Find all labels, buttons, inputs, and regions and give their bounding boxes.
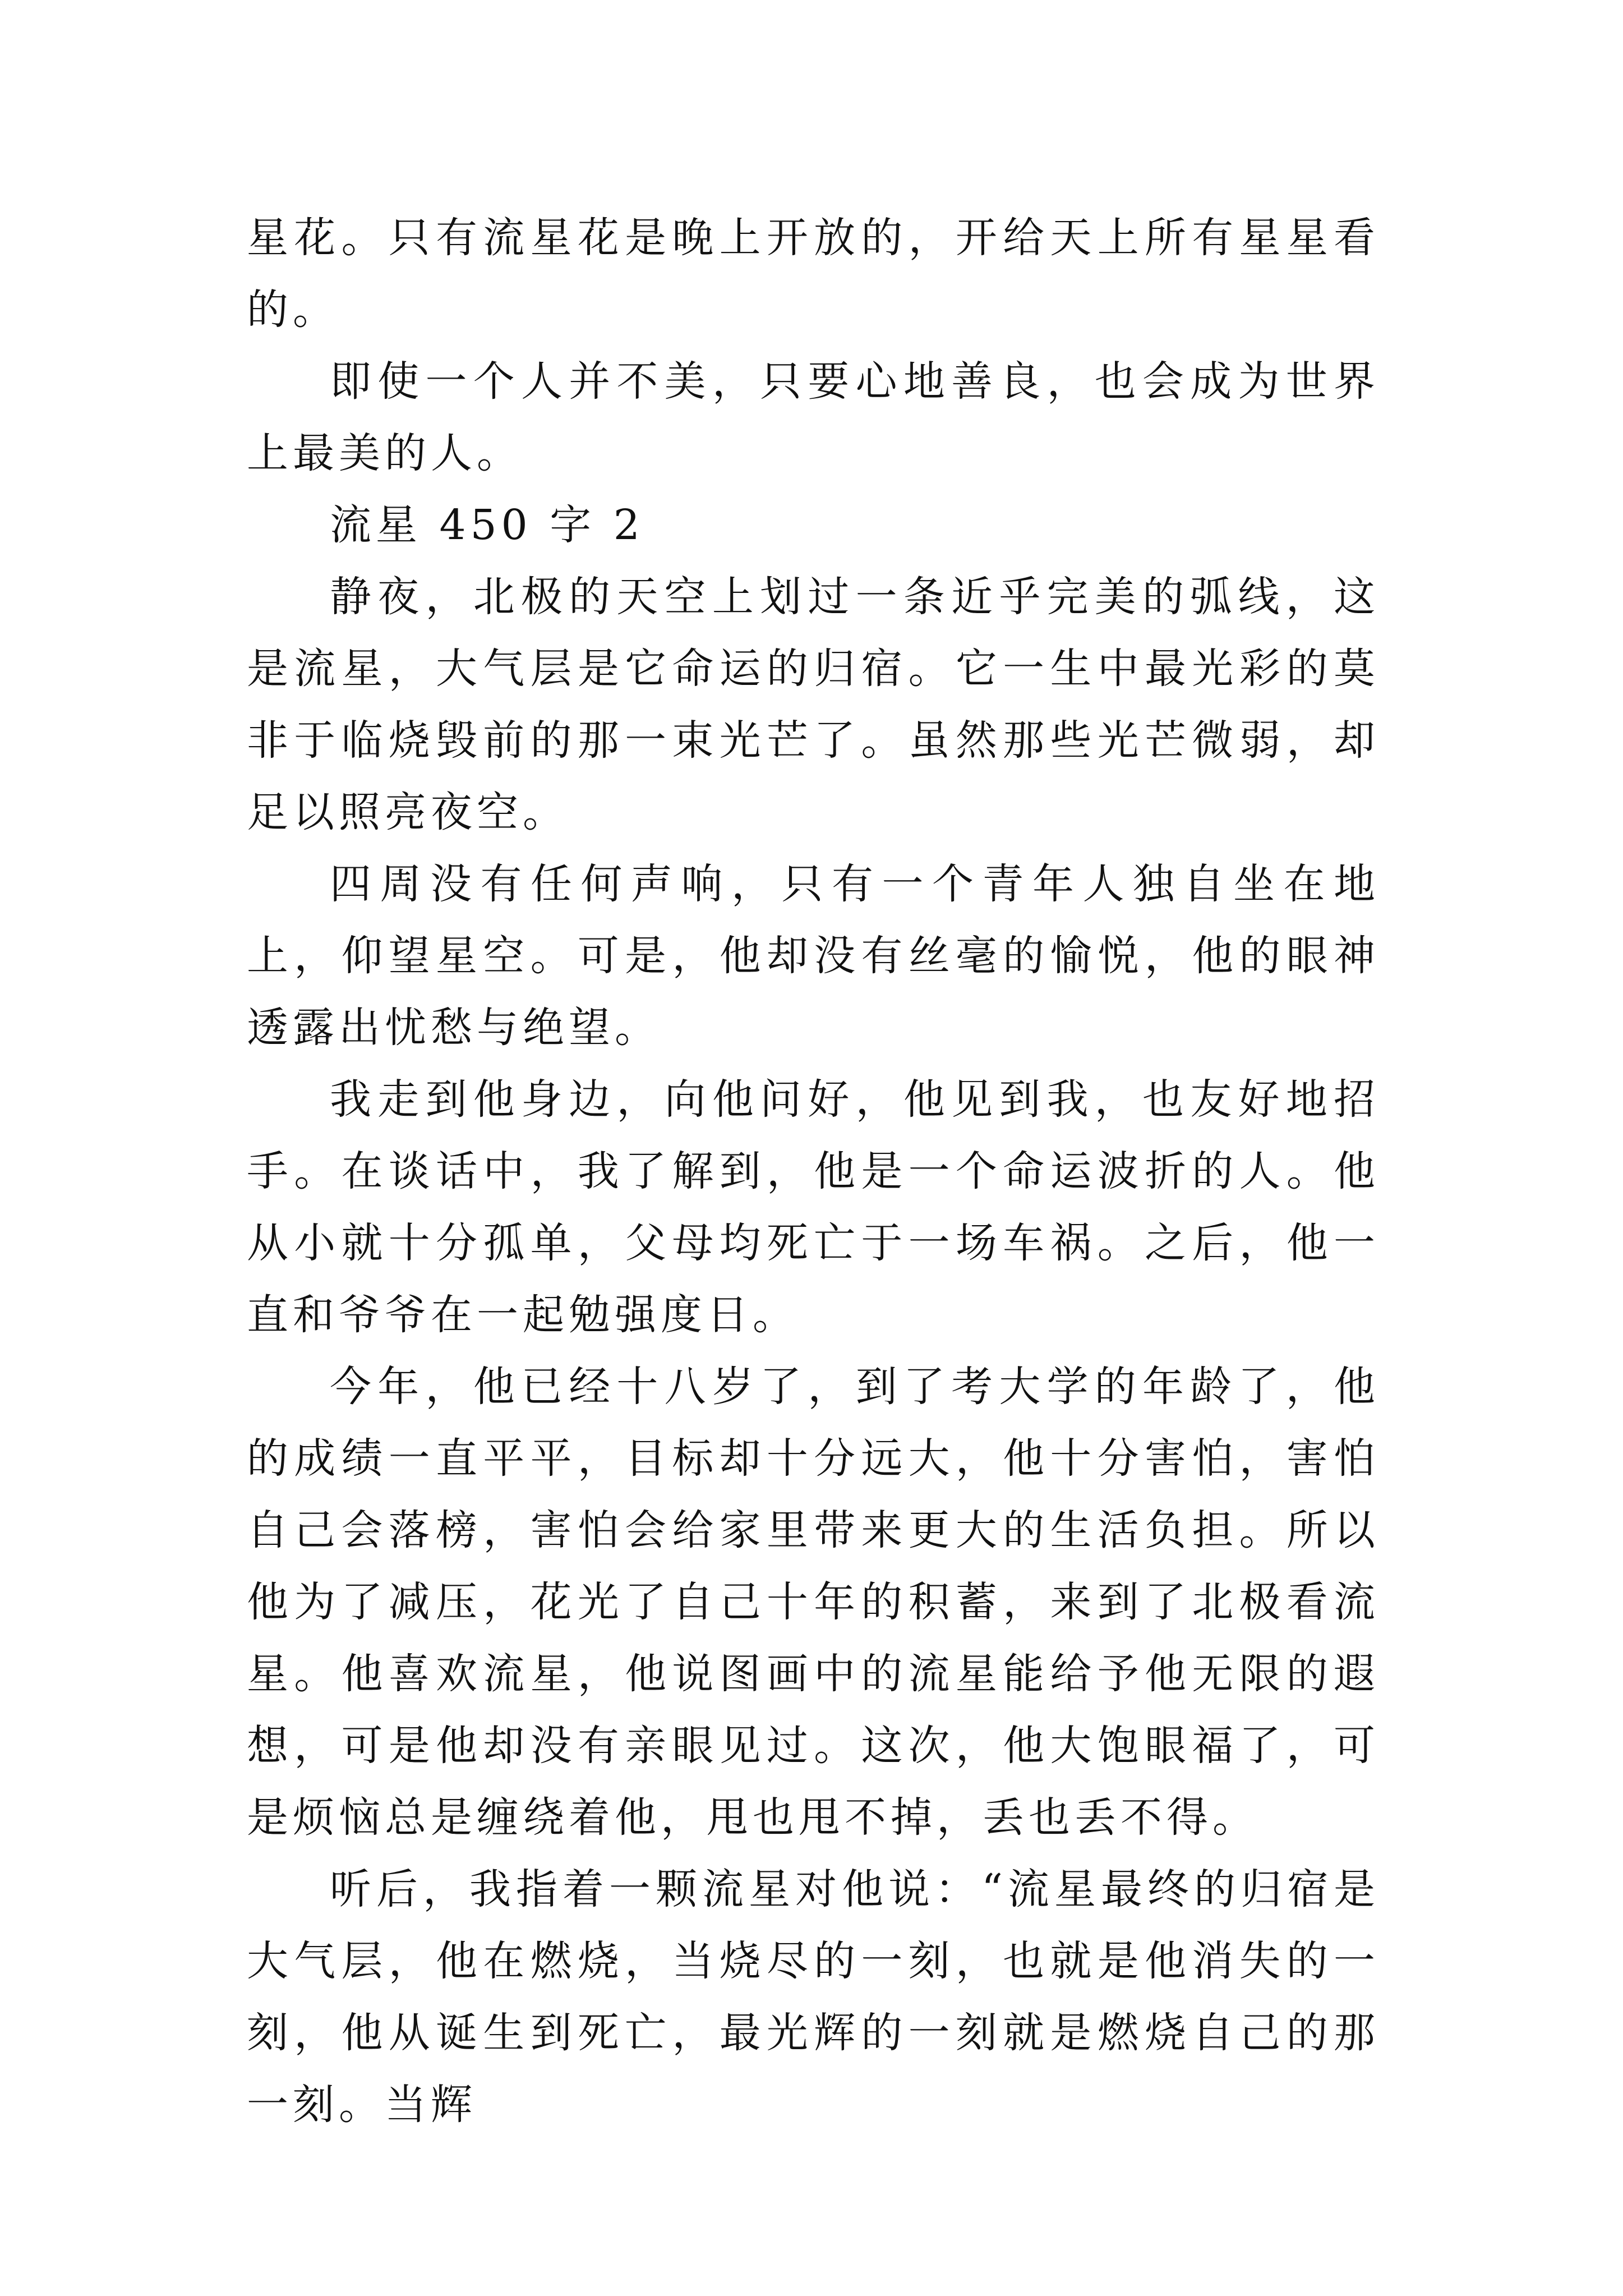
paragraph-continued: 星花。只有流星花是晚上开放的，开给天上所有星星看 的。: [247, 214, 1380, 334]
document-body: [247, 202, 1380, 2141]
paragraph: 即使一个人并不美，只要心地善良，也会成为世界上最美的人。: [247, 357, 1380, 477]
paragraph: 静夜，北极的天空上划过一条近乎完美的弧线，这是流星，大气层是它命运的归宿。它一生中最光彩的莫非于临烧毁前的那一束光芒了。虽然那些光芒微弱，却足以照亮夜空。: [247, 573, 1380, 836]
paragraph: 我走到他身边，向他问好，他见到我，也友好地招手。在谈话中，我了解到，他是一个命运波折的人。他从小就十分孤单，父母均死亡于一场车祸。之后，他一直和爷爷在一起勉强度日。: [247, 1075, 1380, 1339]
paragraph: 四周没有任何声响，只有一个青年人独自坐在地上，仰望星空。可是，他却没有丝毫的愉悦，他的眼神透露出忧愁与绝望。: [247, 860, 1380, 1052]
paragraph: 听后，我指着一颗流星对他说：“流星最终的归宿是大气层，他在燃烧，当烧尽的一刻，也就是他消失的一刻，他从诞生到死亡，最光辉的一刻就是燃烧自己的那一刻。当辉: [247, 1865, 1380, 2129]
section-heading: 流星 450 字 2: [330, 501, 644, 549]
paragraph: 今年，他已经十八岁了，到了考大学的年龄了，他的成绩一直平平，目标却十分远大，他十分害怕，害怕自己会落榜，害怕会给家里带来更大的生活负担。所以他为了减压，花光了自己十年的积蓄，来到了北极看流星。他喜欢流星，他说图画中的流星能给予他无限的遐想，可是他却没有亲眼见过。这次，他大饱眼福了，可是烦恼总是缠绕着他，甩也甩不掉，丢也丢不得。: [247, 1363, 1380, 1842]
